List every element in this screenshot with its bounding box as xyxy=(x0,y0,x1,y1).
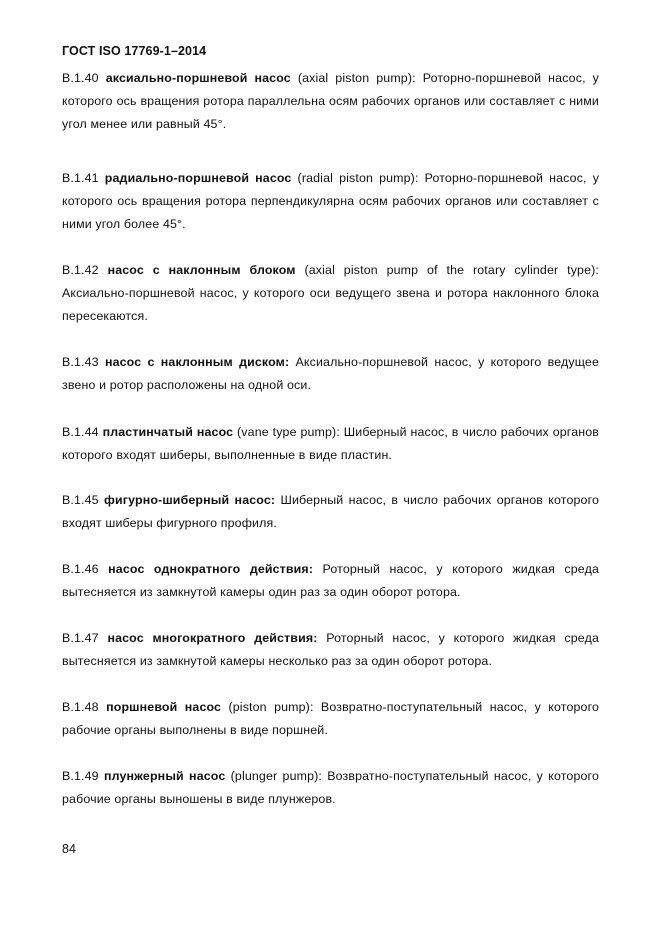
document-page xyxy=(62,0,599,935)
document-code-header: ГОСТ ISO 17769-1–2014 xyxy=(62,44,207,58)
page-number: 84 xyxy=(62,842,76,856)
entry-term: плунжерный насос xyxy=(103,769,226,783)
entry-number: В.1.42 xyxy=(62,263,99,277)
entry-definition: Шиберный насос, в число рабочих органов которого входят шиберы фигурного профиля. xyxy=(62,493,600,530)
entry-number: В.1.45 xyxy=(62,493,99,507)
entry-number: В.1.47 xyxy=(62,631,99,645)
entry-number: В.1.46 xyxy=(62,562,99,576)
entry-term: насос многократного действия: xyxy=(107,631,318,645)
entry-term: фигурно-шиберный насос: xyxy=(104,493,276,507)
entry-number: В.1.44 xyxy=(62,425,99,439)
definition-entry xyxy=(62,696,599,742)
entry-number: В.1.43 xyxy=(62,355,99,369)
entry-definition: (plunger pump): Возвратно-поступательный насос, у которого рабочие органы выношены в виде плунжеров. xyxy=(62,769,599,806)
entry-term: насос с наклонным диском: xyxy=(104,355,290,369)
entry-number: В.1.48 xyxy=(62,700,99,714)
entry-term: аксиально-поршневой насос xyxy=(105,71,291,85)
definition-entry xyxy=(62,351,599,397)
entry-term: насос с наклонным блоком xyxy=(107,263,296,277)
entry-term: радиально-поршневой насос xyxy=(104,171,292,185)
entry-definition: Аксиально-поршневой насос, у которого ведущее звено и ротор расположены на одной оси. xyxy=(62,355,600,392)
entry-number: В.1.40 xyxy=(62,71,99,85)
definition-entry xyxy=(62,765,599,811)
entry-definition: (axial piston pump of the rotary cylinder type): Аксиально-поршневой насос, у которого оси ведущего звена и ротора наклонного блока пересекаются. xyxy=(62,263,600,323)
entry-definition: Роторный насос, у которого жидкая среда вытесняется из замкнутой камеры несколько раз за один оборот ротора. xyxy=(62,631,599,668)
entry-definition: (radial piston pump): Роторно-поршневой насос, у которого ось вращения ротора перпендикулярна осям рабочих органов или составляет с ними угол более 45°. xyxy=(62,171,600,231)
entry-number: В.1.41 xyxy=(62,171,99,185)
entry-term: пластинчатый насос xyxy=(102,425,234,439)
entry-definition: Роторный насос, у которого жидкая среда вытесняется из замкнутой камеры один раз за один оборот ротора. xyxy=(62,562,599,599)
entry-definition: (piston pump): Возвратно-поступательный насос, у которого рабочие органы выполнены в виде поршней. xyxy=(62,700,600,737)
definition-entry xyxy=(62,558,599,604)
definition-entry xyxy=(62,67,599,136)
entry-term: насос однократного действия: xyxy=(108,562,314,576)
entry-number: В.1.49 xyxy=(62,769,99,783)
definition-entry xyxy=(62,627,599,673)
definition-entry xyxy=(62,421,599,467)
definition-entry xyxy=(62,489,599,535)
entry-definition: (axial piston pump): Роторно-поршневой насос, у которого ось вращения ротора параллельна осям рабочих органов или составляет с ними угол менее или равный 45°. xyxy=(62,71,599,131)
definition-entry xyxy=(62,167,599,236)
definition-entry xyxy=(62,259,599,328)
entry-term: поршневой насос xyxy=(106,700,222,714)
entry-definition: (vane type pump): Шиберный насос, в число рабочих органов которого входят шиберы, выполненные в виде пластин. xyxy=(62,425,600,462)
